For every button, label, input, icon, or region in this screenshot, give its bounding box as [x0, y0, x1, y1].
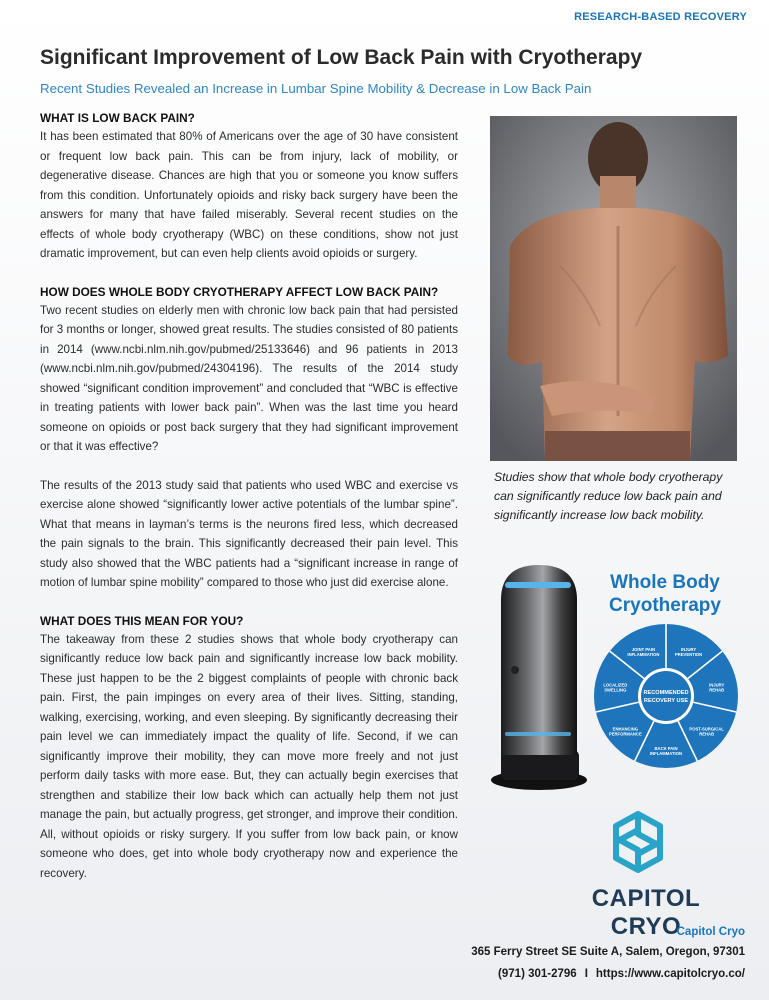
brand-wordmark: CAPITOL CRYO [591, 885, 701, 940]
wheel-segment-label: POST-SURGICAL [689, 726, 724, 732]
section-paragraph: It has been estimated that 80% of Americans over the age of 30 have consistent or frequent low back pain. This can be from injury, lack of mobility, or degenerative disease. Chances are high that you or someone you know suffers from this condition. Unfortunately opioids and risky back surgery have been the answers for many that have failed miserably. Several recent studies on the effects of whole body cryotherapy (WBC) on these conditions, show not just dramatic improvement, but can even help clients avoid opioids or surgery. [40, 130, 458, 260]
contact-name: Capitol Cryo [676, 926, 745, 938]
separator: I [584, 968, 588, 980]
wheel-segment-label: PREVENTION [674, 652, 703, 658]
section-heading-what-means: WHAT DOES THIS MEAN FOR YOU? [40, 613, 244, 628]
contact-phone-website [498, 968, 745, 980]
wheel-segment-label: INFLAMMATION [627, 652, 660, 658]
website-link[interactable]: https://www.capitolcryo.co/ [595, 968, 745, 980]
article-body [40, 109, 458, 883]
whole-body-cryotherapy-heading: Whole Body Cryotherapy [609, 572, 721, 616]
contact-address: 365 Ferry Street SE Suite A, Salem, Oregon, 97301 [471, 946, 745, 958]
section-heading-what-is: WHAT IS LOW BACK PAIN? [40, 111, 195, 125]
back-pain-photo [490, 116, 737, 461]
section-heading-how-does: HOW DOES WHOLE BODY CRYOTHERAPY AFFECT LOW BACK PAIN? [40, 284, 439, 299]
page-title: Significant Improvement of Low Back Pain with Cryotherapy [40, 46, 643, 69]
wheel-segment-label: ENHANCING [612, 726, 639, 732]
section-paragraph: Two recent studies on elderly men with chronic low back pain that had persisted for 3 months or longer, showed great results. The studies consisted of 80 patients in 2014 (www.ncbi.nlm.nih.gov/pubmed/25133646) and 96 patients in 2013 (www.ncbi.nlm.nih.gov/pubmed/24304196). The results of the 2014 study showed “significant condition improvement” and concluded that “WBC is effective in treating patients with lower back pain”. When was the last time you heard someone on opioids or post back surgery that they had significant improvement or that it was effective? [40, 303, 458, 453]
section-paragraph: The takeaway from these 2 studies shows that whole body cryotherapy can significantly reduce low back pain and significantly increase low back mobility. These just happen to be the 2 biggest complaints of people with chronic back pain. First, the pain impinges on every area of their lives. Sitting, standing, walking, exercising, working, and even sleeping. By significantly decreasing their pain level we can immediately impact the quality of life. Second, if we can significantly improve their mobility, they can move more freely and not just perform daily tasks with more ease. But, they can actually begin exercises that strengthen and stabilize their low back which can actually help them not just manage the pain, but actually progress, get stronger, and improve their condition. All, without opioids or risky surgery. If you suffer from low back pain, or know someone who does, get into whole body cryotherapy now and experience the recovery. [40, 632, 458, 880]
wheel-segment-label: PERFORMANCE [608, 731, 642, 737]
section-paragraph: The results of the 2013 study said that patients who used WBC and exercise vs exercise alone showed “significantly lower active potentials of the lumbar spine”. What that means in layman’s terms is the neurons fired less, which decreased the pain signals to the brain. This significantly decreased their pain level. This study also showed that the WBC patients had a “significant increase in range of motion of lumbar spine mobility” compared to those who just did exercise alone. [40, 478, 458, 589]
wheel-segment-label: INJURY [709, 682, 725, 688]
photo-caption: Studies show that whole body cryotherapy can significantly reduce low back pain and significantly increase low back mobility. [494, 470, 723, 522]
header-tagline: RESEARCH-BASED RECOVERY [574, 11, 747, 23]
wheel-segment-label: JOINT PAIN [631, 647, 656, 653]
recommended-recovery-wheel [592, 622, 740, 770]
wheel-segment-label: REHAB [699, 731, 715, 737]
contact-phone[interactable]: (971) 301-2796 [498, 968, 577, 980]
wheel-segment-label: LOCALIZED [603, 682, 628, 688]
page-subtitle: Recent Studies Revealed an Increase in Lumbar Spine Mobility & Decrease in Low Back Pain [40, 81, 592, 96]
wheel-segment-label: INJURY [680, 647, 697, 653]
wheel-segment-label: REHAB [709, 687, 725, 693]
wheel-center-label: RECOMMENDED [643, 690, 689, 696]
cryotherapy-chamber-image [487, 560, 597, 792]
wheel-segment-label: SWELLING [604, 687, 627, 693]
wheel-segment-label: INFLAMMATION [649, 751, 683, 756]
capitol-cryo-logo-icon [604, 808, 672, 876]
wheel-center-label: RECOVERY USE [643, 698, 689, 704]
wheel-segment-label: BACK PAIN [654, 746, 678, 751]
